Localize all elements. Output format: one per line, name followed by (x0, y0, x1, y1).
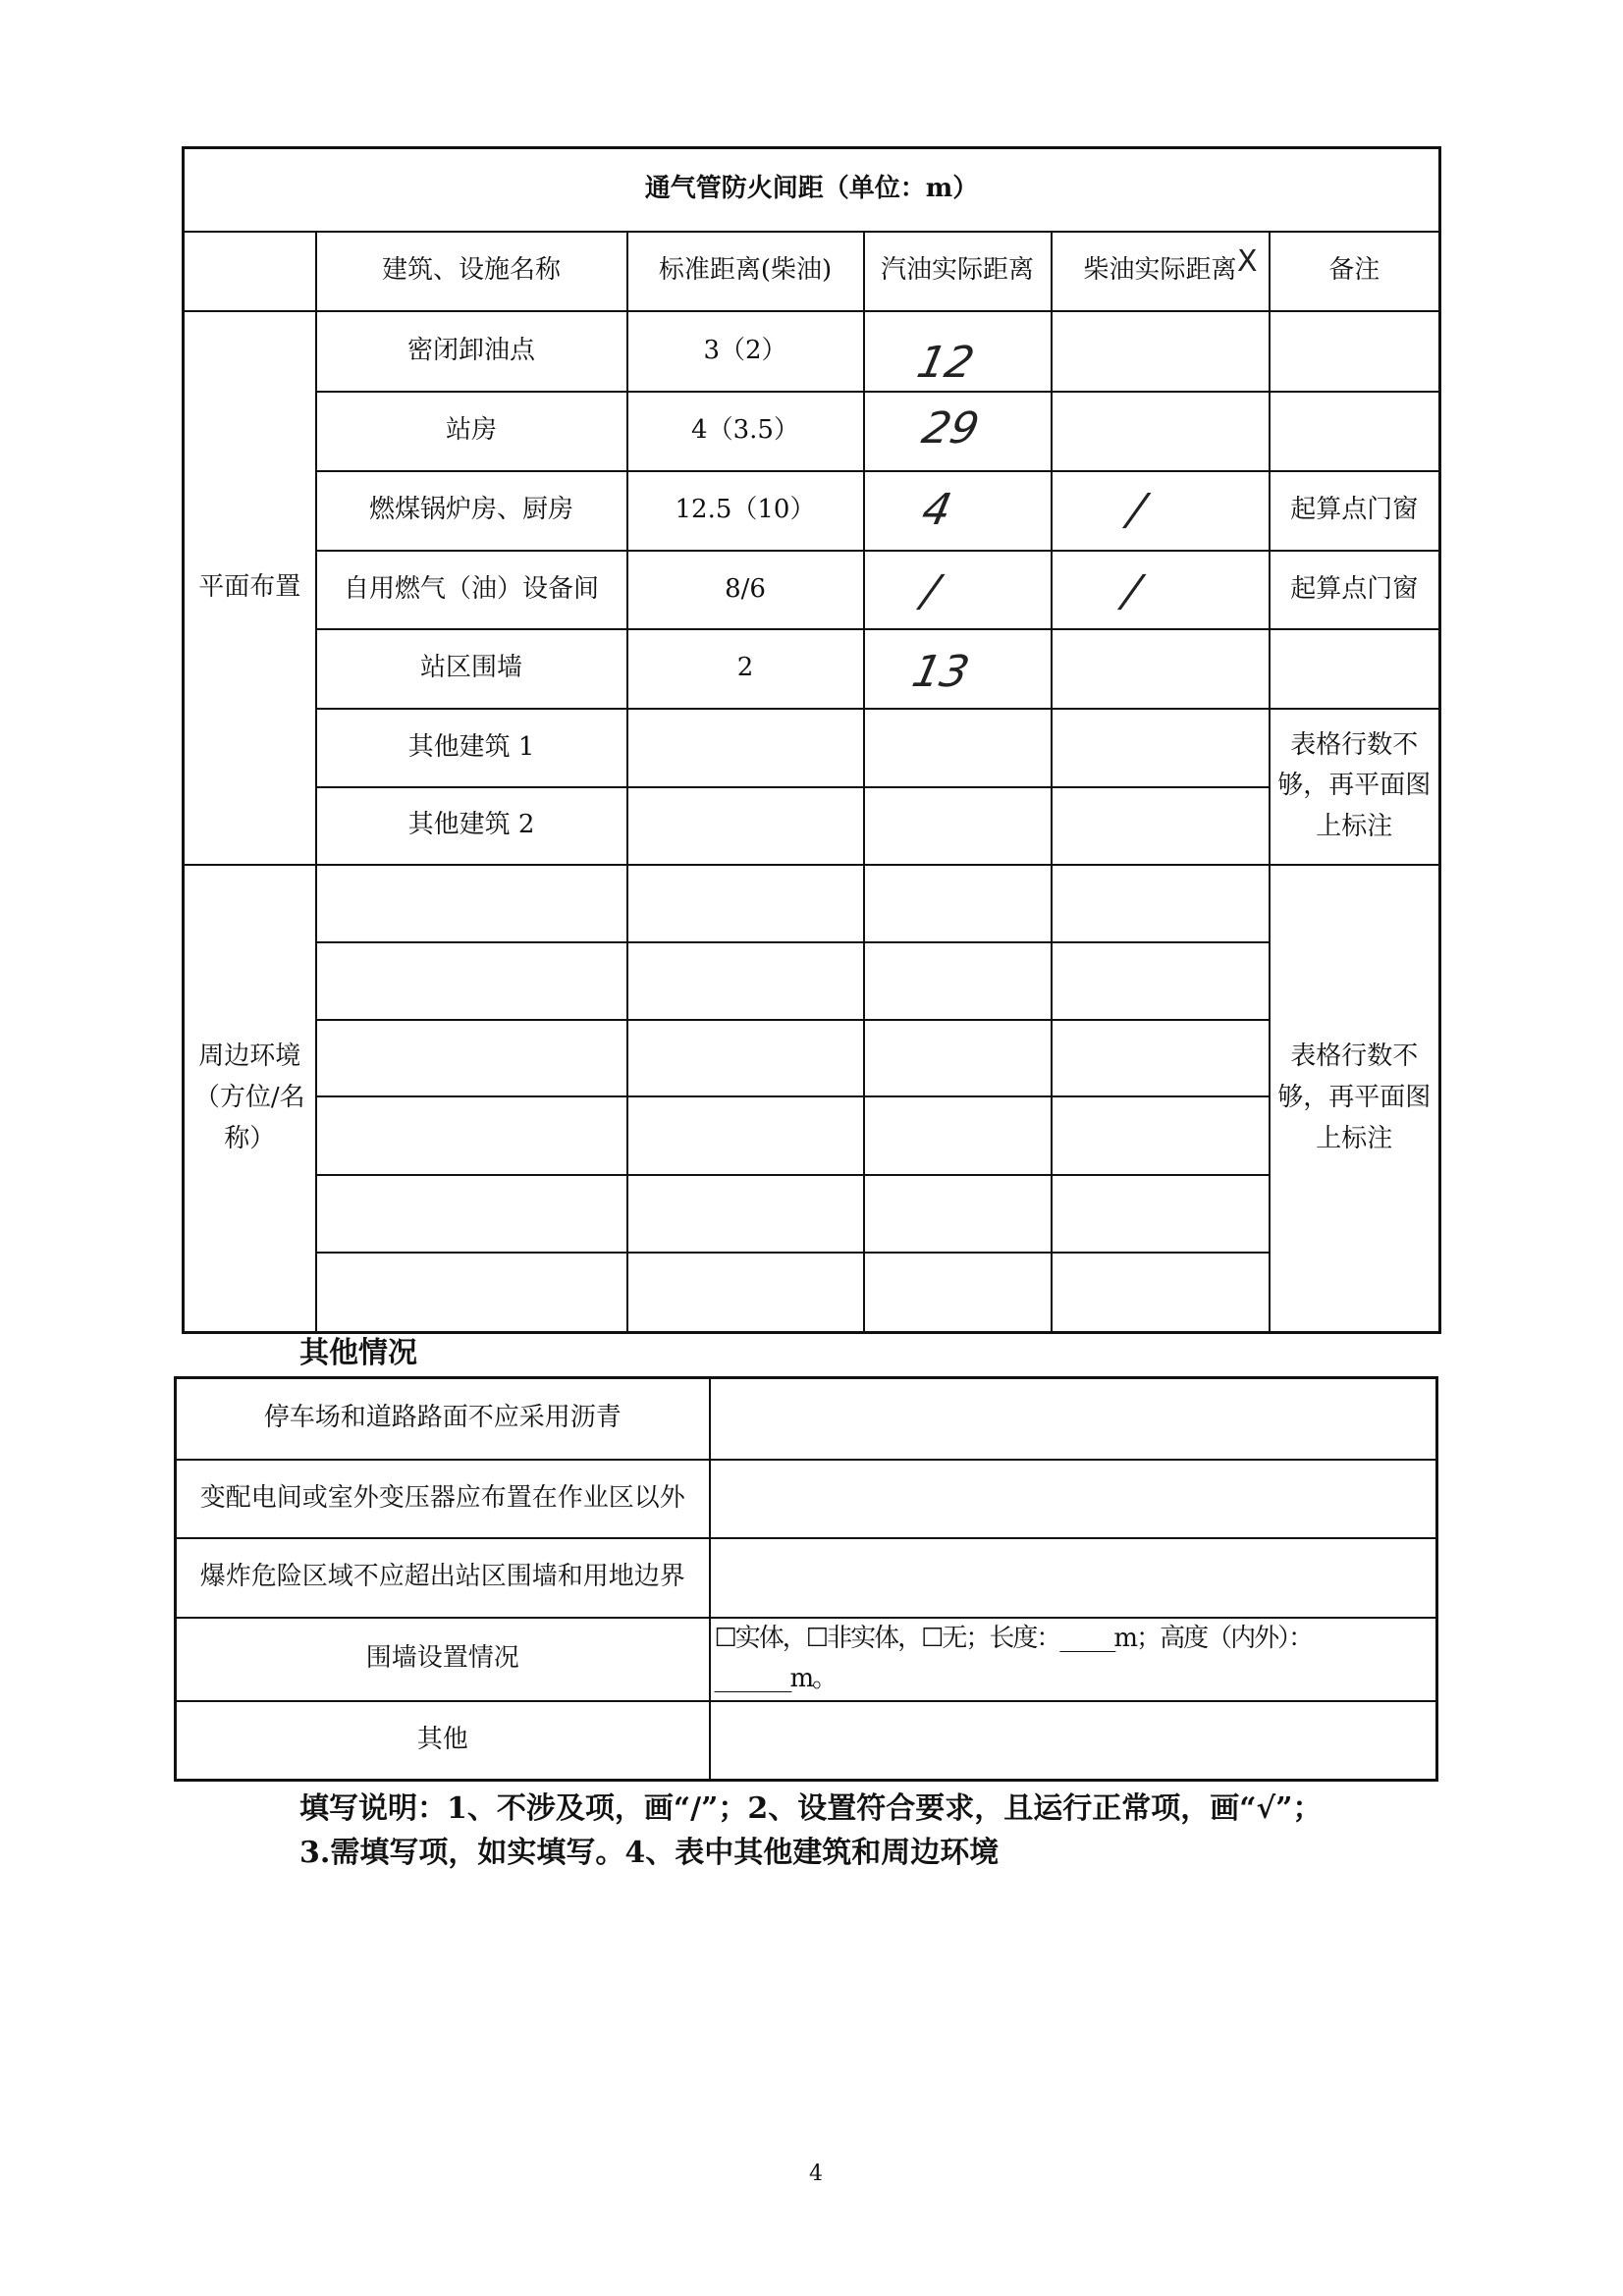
header-std: 标准距离(柴油) (627, 232, 864, 311)
row-note: 起算点门窗 (1270, 471, 1440, 551)
row-std: 8/6 (627, 551, 864, 629)
instructions-line-1: 填写说明：1、不涉及项，画“/”；2、设置符合要求，且运行正常项，画“√”； (299, 1791, 1323, 1827)
row-std: 12.5（10） (627, 471, 864, 551)
row-gas (864, 709, 1052, 787)
condition-label: 变配电间或室外变压器应布置在作业区以外 (176, 1460, 710, 1538)
env-cell (316, 1096, 627, 1175)
condition-label: 其他 (176, 1701, 710, 1781)
handwritten-gas-value: / (917, 566, 944, 616)
row-note (1270, 311, 1440, 392)
group-environment: 周边环境（方位/名称） (184, 865, 316, 1333)
env-cell (1052, 1020, 1270, 1096)
condition-label: 围墙设置情况 (176, 1618, 710, 1701)
row-std: 3（2） (627, 311, 864, 392)
fill-instructions (299, 1787, 1438, 1875)
condition-label: 爆炸危险区域不应超出站区围墙和用地边界 (176, 1538, 710, 1618)
env-cell (864, 1096, 1052, 1175)
env-cell (316, 865, 627, 942)
row-note (1270, 629, 1440, 709)
row-name: 燃煤锅炉房、厨房 (316, 471, 627, 551)
row-diesel (1052, 787, 1270, 865)
env-cell (1052, 1253, 1270, 1333)
row-diesel (1052, 629, 1270, 709)
env-cell (1052, 942, 1270, 1020)
row-note (1270, 392, 1440, 471)
row-diesel (1052, 392, 1270, 471)
handwritten-gas-value: 4 (917, 485, 956, 535)
header-diesel: 柴油实际距离 (1052, 232, 1270, 311)
row-diesel (1052, 311, 1270, 392)
condition-value (710, 1460, 1437, 1538)
row-std (627, 709, 864, 787)
env-cell (627, 942, 864, 1020)
note-environment: 表格行数不够，再平面图上标注 (1270, 865, 1440, 1333)
handwritten-gas-value: 29 (917, 403, 984, 454)
env-cell (316, 1253, 627, 1333)
row-diesel (1052, 471, 1270, 551)
condition-value (710, 1701, 1437, 1781)
handwritten-gas-value: 12 (912, 338, 979, 388)
row-name: 站区围墙 (316, 629, 627, 709)
row-gas (864, 471, 1052, 551)
row-name: 密闭卸油点 (316, 311, 627, 392)
row-std (627, 787, 864, 865)
instructions-line-2: 3.需填写项，如实填写。4、表中其他建筑和周边环境 (299, 1836, 1000, 1871)
condition-value (710, 1378, 1437, 1460)
row-diesel (1052, 551, 1270, 629)
env-cell (316, 1175, 627, 1253)
row-name: 其他建筑 1 (316, 709, 627, 787)
env-cell (627, 1020, 864, 1096)
row-name: 其他建筑 2 (316, 787, 627, 865)
row-diesel (1052, 709, 1270, 787)
group-layout: 平面布置 (184, 311, 316, 865)
row-std: 4（3.5） (627, 392, 864, 471)
header-name: 建筑、设施名称 (316, 232, 627, 311)
env-cell (627, 865, 864, 942)
env-cell (627, 1253, 864, 1333)
handwritten-diesel-value: / (1118, 566, 1145, 616)
row-name: 自用燃气（油）设备间 (316, 551, 627, 629)
env-cell (864, 1175, 1052, 1253)
note-other-buildings: 表格行数不够，再平面图上标注 (1270, 709, 1440, 865)
table-title: 通气管防火间距（单位：m） (184, 148, 1440, 232)
header-gas: 汽油实际距离 (864, 232, 1052, 311)
header-blank (184, 232, 316, 311)
row-gas (864, 787, 1052, 865)
env-cell (316, 1020, 627, 1096)
env-cell (1052, 1096, 1270, 1175)
other-conditions-table (174, 1376, 1438, 1782)
env-cell (627, 1175, 864, 1253)
condition-label: 停车场和道路路面不应采用沥青 (176, 1378, 710, 1460)
condition-value (710, 1538, 1437, 1618)
handwritten-diesel-value: / (1123, 485, 1150, 535)
other-conditions-heading: 其他情况 (299, 1336, 417, 1370)
row-name: 站房 (316, 392, 627, 471)
vent-pipe-fire-distance-table (182, 146, 1441, 1334)
handwritten-x-mark: X (1237, 244, 1258, 279)
env-cell (627, 1096, 864, 1175)
row-note: 起算点门窗 (1270, 551, 1440, 629)
other-conditions-section (174, 1331, 1438, 1875)
handwritten-gas-value: 13 (907, 647, 974, 697)
env-cell (1052, 865, 1270, 942)
env-cell (864, 1020, 1052, 1096)
env-cell (864, 1253, 1052, 1333)
env-cell (864, 865, 1052, 942)
row-gas (864, 551, 1052, 629)
wall-setting-value: ☐实体，☐非实体，☐无；长度：_____m；高度（内外）：_______m。 (710, 1618, 1437, 1701)
env-cell (316, 942, 627, 1020)
env-cell (1052, 1175, 1270, 1253)
env-cell (864, 942, 1052, 1020)
header-note: 备注 (1270, 232, 1440, 311)
page-number: 4 (809, 2162, 823, 2186)
row-std: 2 (627, 629, 864, 709)
